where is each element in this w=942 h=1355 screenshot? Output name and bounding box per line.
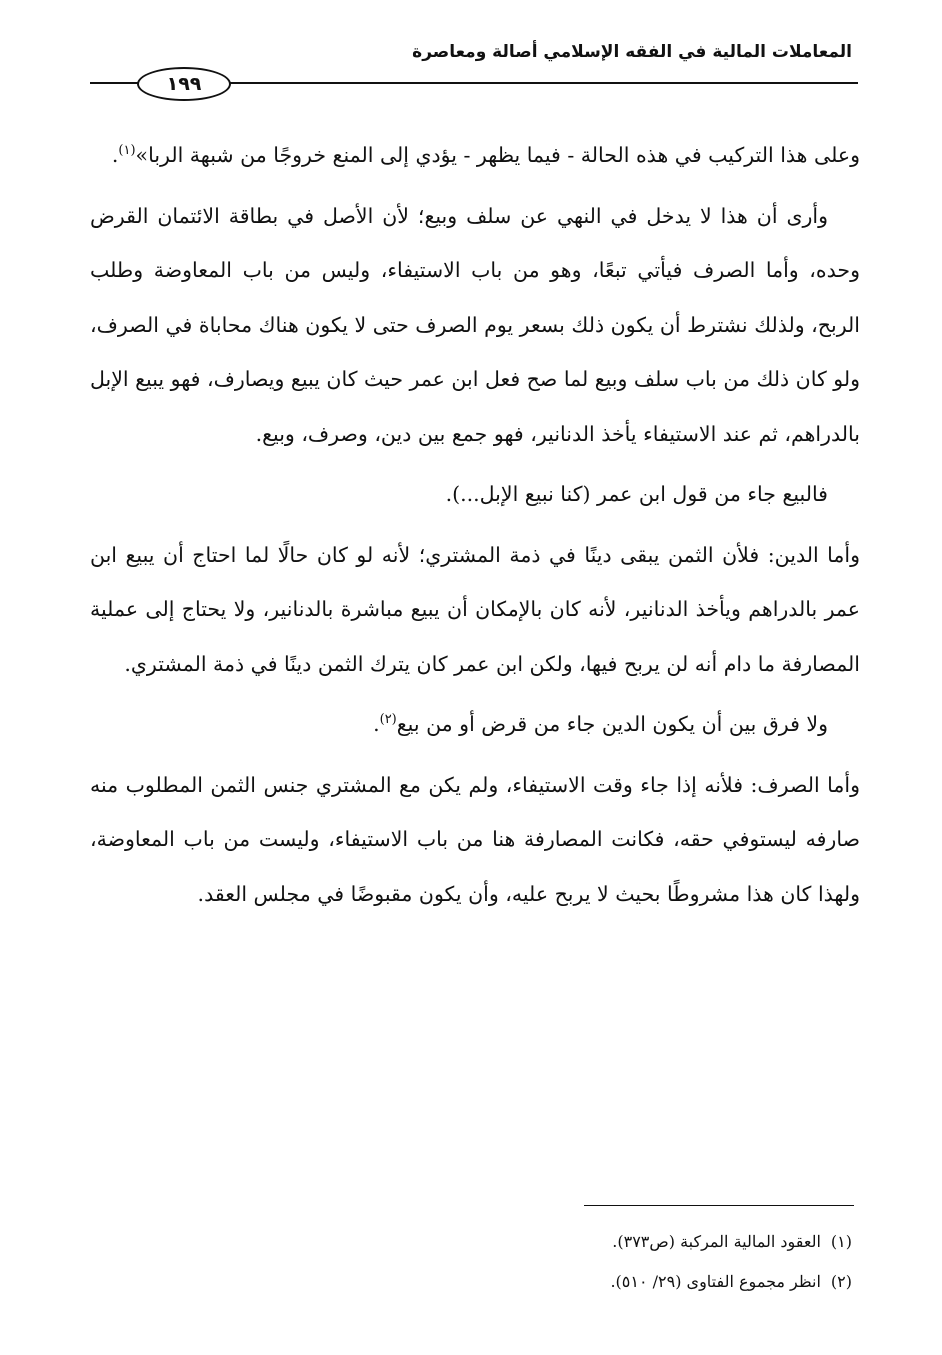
- paragraph-1-text: وعلى هذا التركيب في هذه الحالة - فيما يظهر - يؤدي إلى المنع خروجًا من شبهة الربا»: [135, 143, 860, 167]
- footnotes: [92, 1222, 852, 1302]
- running-title: المعاملات المالية في الفقه الإسلامي أصالة ومعاصرة: [412, 42, 852, 62]
- paragraph-6: وأما الصرف: فلأنه إذا جاء وقت الاستيفاء، ولم يكن مع المشتري جنس الثمن المطلوب منه صارفه ليستوفي حقه، فكانت المصارفة هنا من باب الاستيفاء، وليست من باب المعاوضة، ولهذا كان هذا مشروطًا بحيث لا يربح عليه، وأن يكون مقبوضًا في مجلس العقد.: [90, 772, 860, 906]
- page-number: ١٩٩: [137, 67, 231, 101]
- footnote-1: [92, 1222, 852, 1262]
- footnote-rule: [584, 1205, 854, 1206]
- paragraph-4: وأما الدين: فلأن الثمن يبقى دينًا في ذمة المشتري؛ لأنه لو كان حالًا لما احتاج أن يبيع ابن عمر بالدراهم ويأخذ الدنانير، لأنه كان بالإمكان أن يبيع مباشرة بالدنانير، ولا يحتاج إلى عملية المصارفة ما دام أنه لن يربح فيها، ولكن ابن عمر كان يترك الثمن دينًا في ذمة المشتري.: [90, 542, 860, 676]
- footnote-1-number: (١): [830, 1232, 852, 1251]
- body-text: [90, 128, 860, 927]
- footnote-ref-1: (١): [118, 143, 136, 159]
- paragraph-1: [90, 128, 860, 183]
- paragraph-3: فالبيع جاء من قول ابن عمر (كنا نبيع الإبل...).: [445, 482, 828, 506]
- paragraph-5-end: .: [373, 712, 380, 736]
- footnote-2-text: انظر مجموع الفتاوى (٢٩/ ٥١٠).: [610, 1272, 821, 1291]
- paragraph-2: وأرى أن هذا لا يدخل في النهي عن سلف وبيع؛ لأن الأصل في بطاقة الائتمان القرض وحده، وأما الصرف فيأتي تبعًا، وهو من باب الاستيفاء، وليس من باب المعاوضة وطلب الربح، ولذلك نشترط أن يكون ذلك بسعر يوم الصرف حتى لا يكون هناك محاباة في الصرف، ولو كان ذلك من باب سلف وبيع لما صح فعل ابن عمر حيث كان يبيع ويصارف، فهو يبيع الإبل بالدراهم، ثم عند الاستيفاء يأخذ الدنانير، فهو جمع بين دين، وصرف، وبيع.: [90, 203, 860, 446]
- footnote-2-number: (٢): [830, 1272, 852, 1291]
- paragraph-5-text: ولا فرق بين أن يكون الدين جاء من قرض أو من بيع: [396, 712, 828, 736]
- paragraph-1-end: .: [111, 143, 119, 167]
- footnote-1-text: العقود المالية المركبة (ص٣٧٣).: [612, 1232, 821, 1251]
- paragraph-5: [90, 697, 860, 752]
- footnote-2: [92, 1262, 852, 1302]
- footnote-ref-2: (٢): [379, 712, 397, 728]
